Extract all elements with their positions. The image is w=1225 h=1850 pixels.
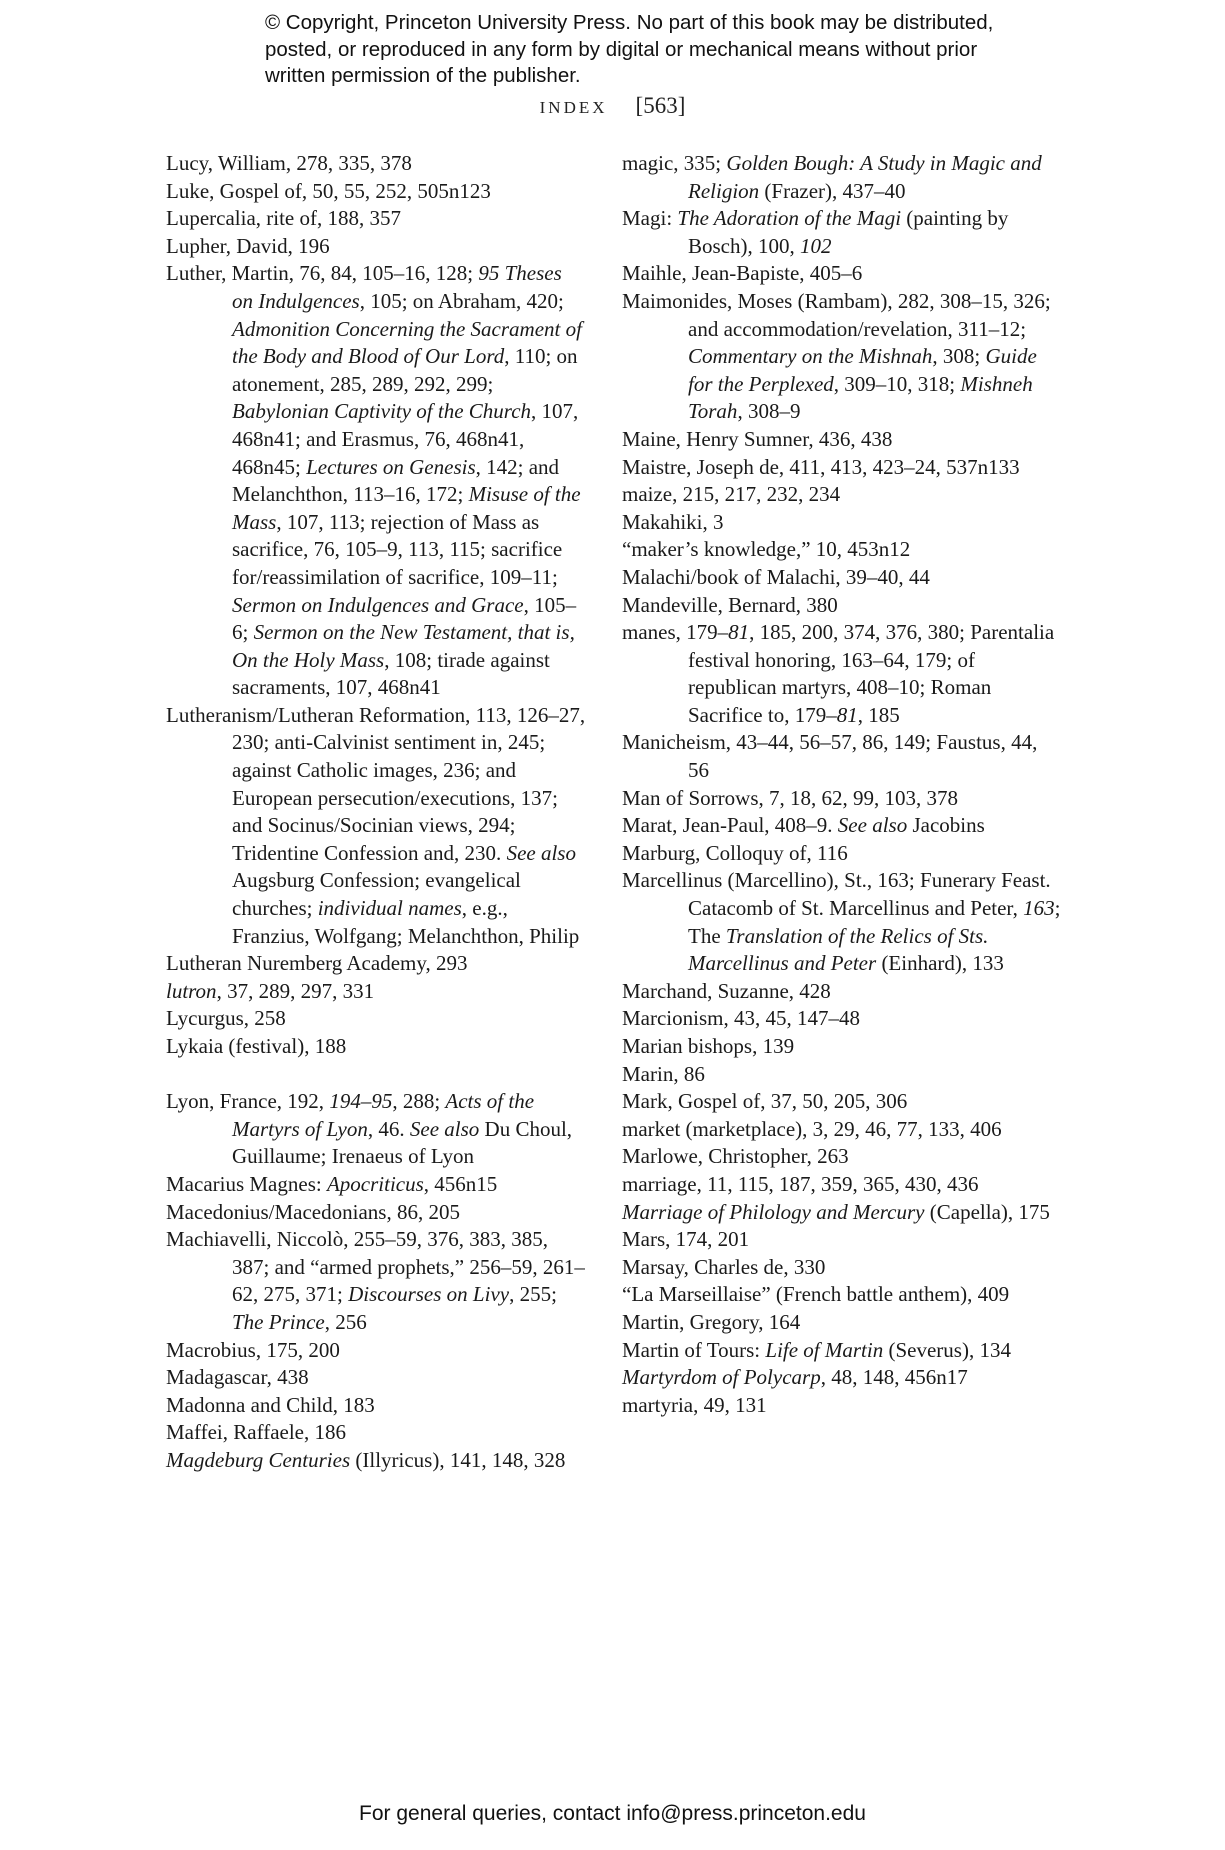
index-entry — [622, 840, 1062, 868]
index-entry — [622, 867, 1062, 977]
index-entry-text: , 185, 200, 374, 376, 380; Parentalia festival honoring, 163–64, 179; of republican martyrs, 408–10; Roman Sacrifice to, 179– — [688, 620, 1055, 727]
index-entry-italic: Golden Bough: A Study in Magic and Religion — [688, 151, 1042, 203]
index-entry-italic: Life of Martin — [765, 1337, 884, 1362]
index-entry-text: Marburg, Colloquy of, 116 — [622, 840, 848, 865]
index-entry — [166, 1033, 586, 1061]
index-entry-text: , 185 — [857, 702, 900, 727]
index-entry-italic: Marriage of Philology and Mercury — [622, 1199, 925, 1224]
index-entry-text: , 105–6; — [232, 592, 577, 645]
index-entry-text: Mars, 174, 201 — [622, 1227, 750, 1252]
index-entry — [622, 1116, 1062, 1144]
index-entry-text: “maker’s knowledge,” 10, 453n12 — [622, 537, 911, 562]
index-entry — [622, 1005, 1062, 1033]
index-entry-text: market (marketplace), 3, 29, 46, 77, 133, 406 — [622, 1116, 1002, 1141]
index-entry-text: Luke, Gospel of, 50, 55, 252, 505n123 — [166, 178, 491, 203]
index-entry-italic: Translation of the Relics of Sts. Marcellinus and Peter — [688, 923, 989, 976]
index-entry-text: , 105; on Abraham, 420; — [359, 288, 564, 313]
index-entry — [622, 150, 1062, 205]
index-entry-text: Lycurgus, 258 — [166, 1006, 286, 1031]
index-entry-italic: Lectures on Genesis — [306, 454, 476, 479]
index-entry-text: Marlowe, Christopher, 263 — [622, 1144, 849, 1169]
index-entry — [622, 592, 1062, 620]
index-entry — [622, 1143, 1062, 1171]
index-entry-text: , 255; — [509, 1282, 557, 1307]
index-entry-italic: Admonition Concerning the Sacrament of the Body and Blood of Our Lord — [232, 316, 582, 369]
index-entry — [622, 426, 1062, 454]
index-entry-text: Marsay, Charles de, 330 — [622, 1254, 826, 1279]
running-head-label: INDEX — [539, 98, 608, 117]
index-entry-italic: Discourses on Livy — [348, 1282, 510, 1307]
index-entry — [622, 619, 1062, 729]
index-entry — [166, 1088, 586, 1171]
index-entry — [622, 536, 1062, 564]
index-entry — [166, 978, 586, 1006]
index-entry-text: , 288; — [392, 1089, 446, 1114]
index-entry-text: Maimonides, Moses (Rambam), 282, 308–15, 326; and accommodation/revelation, 311–12; — [622, 288, 1051, 341]
index-entry-text: Martin of Tours: — [622, 1337, 766, 1362]
index-entry-text: martyria, 49, 131 — [622, 1392, 767, 1417]
index-entry-text: Man of Sorrows, 7, 18, 62, 99, 103, 378 — [622, 785, 958, 810]
index-entry-text: Macarius Magnes: — [166, 1171, 327, 1196]
index-entry-text: (Severus), 134 — [883, 1337, 1011, 1362]
index-entry-italic: Guide for the Perplexed — [688, 344, 1037, 396]
index-entry-italic: individual names — [317, 896, 462, 921]
index-entry-text: (Capella), 175 — [924, 1199, 1050, 1224]
index-entry-text: Maffei, Raffaele, 186 — [166, 1420, 346, 1445]
running-head — [0, 93, 1225, 119]
index-entry-text: manes, 179– — [622, 620, 729, 645]
index-entry-italic: Mishneh Torah — [688, 371, 1033, 424]
index-entry-text: , 308; — [932, 344, 986, 369]
index-entry — [622, 454, 1062, 482]
index-entry — [622, 1337, 1062, 1365]
index-entry — [166, 1171, 586, 1199]
index-entry-text: , e.g., Franzius, Wolfgang; Melanchthon, Philip — [232, 896, 580, 948]
index-entry-text: Lucy, William, 278, 335, 378 — [166, 151, 412, 175]
index-entry-italic: Apocriticus — [326, 1171, 424, 1196]
index-entry — [622, 1254, 1062, 1282]
index-entry — [622, 481, 1062, 509]
index-entry-text: Lupercalia, rite of, 188, 357 — [166, 206, 401, 231]
index-entry-italic: See also — [506, 840, 576, 865]
footer-contact: For general queries, contact info@press.princeton.edu — [359, 1802, 866, 1825]
index-entry-text: Macrobius, 175, 200 — [166, 1337, 340, 1362]
index-entry — [166, 205, 586, 233]
index-entry-text: Mandeville, Bernard, 380 — [622, 592, 838, 617]
index-entry-text: , 142; and Melanchthon, 113–16, 172; — [232, 454, 560, 507]
index-entry-italic: See also — [409, 1116, 480, 1141]
index-entry-text: maize, 215, 217, 232, 234 — [622, 482, 841, 507]
index-entry — [622, 729, 1062, 784]
index-entry-italic: 194–95 — [329, 1089, 393, 1114]
index-entry — [622, 1364, 1062, 1392]
index-entry — [622, 785, 1062, 813]
index-entry-text: Lutheranism/Lutheran Reformation, 113, 126–27, 230; anti-Calvinist sentiment in, 245; against Catholic images, 236; and European persecution/executions, 137; and Socinus/Socinian views, 294; Tridentine Confession and, 230. — [166, 702, 586, 865]
index-entry — [166, 178, 586, 206]
index-entry — [622, 1392, 1062, 1420]
index-entry-italic: 163 — [1023, 896, 1055, 921]
index-entry-text: Lyon, France, 192, — [166, 1089, 330, 1114]
index-entry — [166, 260, 586, 702]
index-entry-text: ; The — [688, 896, 1061, 948]
index-entry-text: Madonna and Child, 183 — [166, 1392, 375, 1417]
index-entry — [166, 1419, 586, 1447]
index-entry-text: , 108; tirade against sacraments, 107, 468n41 — [232, 647, 550, 700]
index-entry-italic: Sermon on the New Testament, that is, On the Holy Mass — [232, 620, 575, 672]
index-entry-italic: Acts of the Martyrs of Lyon — [232, 1089, 535, 1141]
index-entry-text: Augsburg Confession; evangelical churches; — [232, 868, 521, 921]
index-entry — [622, 564, 1062, 592]
index-entry — [166, 150, 586, 178]
index-entry-text: Marcionism, 43, 45, 147–48 — [622, 1006, 860, 1031]
index-entry-text: Makahiki, 3 — [622, 509, 724, 534]
index-entry — [622, 260, 1062, 288]
index-entry — [622, 978, 1062, 1006]
index-entry-text: Marat, Jean-Paul, 408–9. — [622, 813, 838, 838]
index-entry — [622, 1226, 1062, 1254]
index-entry-text: Marcellinus (Marcellino), St., 163; Funerary Feast. Catacomb of St. Marcellinus and Peter, — [622, 868, 1051, 921]
index-entry — [622, 1033, 1062, 1061]
index-entry-italic: Misuse of the Mass — [232, 482, 581, 534]
index-entry-italic: See also — [837, 813, 908, 838]
index-entry-text: (Einhard), 133 — [876, 951, 1004, 976]
index-entry-text: , 309–10, 318; — [833, 371, 961, 396]
index-entry-text: Du Choul, Guillaume; Irenaeus of Lyon — [232, 1116, 573, 1169]
index-entry — [622, 1309, 1062, 1337]
index-entry-text: Manicheism, 43–44, 56–57, 86, 149; Faustus, 44, 56 — [622, 730, 1038, 783]
index-entry — [622, 288, 1062, 426]
index-entry-text: Martin, Gregory, 164 — [622, 1309, 801, 1334]
page-number: [563] — [635, 93, 686, 118]
index-entry-text: , 456n15 — [423, 1171, 498, 1196]
index-entry-italic: Sermon on Indulgences and Grace — [232, 592, 524, 617]
index-entry-text: Madagascar, 438 — [166, 1365, 309, 1390]
index-entry — [622, 1061, 1062, 1089]
index-entry-text: , 308–9 — [737, 399, 801, 424]
index-entry-text: magic, 335; — [622, 151, 727, 175]
index-entry-text: Maihle, Jean-Bapiste, 405–6 — [622, 261, 863, 286]
index-entry — [622, 1088, 1062, 1116]
index-entry — [166, 702, 586, 950]
index-entry-text: (Frazer), 437–40 — [759, 178, 906, 203]
index-column-right — [622, 150, 1062, 1419]
index-entry-italic: The Prince — [232, 1309, 325, 1334]
index-entry — [166, 1392, 586, 1420]
index-entry-italic: lutron — [166, 978, 217, 1003]
index-entry — [622, 1199, 1062, 1227]
index-entry-text: (painting by Bosch), 100, — [688, 206, 1009, 258]
index-entry-text: Machiavelli, Niccolò, 255–59, 376, 383, 385, 387; and “armed prophets,” 256–59, 261–62, 275, 371; — [166, 1227, 585, 1307]
index-entry-text: Lykaia (festival), 188 — [166, 1034, 347, 1058]
index-entry-text: , 110; on atonement, 285, 289, 292, 299; — [232, 344, 578, 396]
index-entry-text: Macedonius/Macedonians, 86, 205 — [166, 1199, 460, 1224]
index-entry — [166, 1226, 586, 1336]
index-entry — [166, 950, 586, 978]
index-entry — [166, 1447, 586, 1475]
index-entry-text: , 107, 113; rejection of Mass as sacrifice, 76, 105–9, 113, 115; sacrifice for/reassimilation of sacrifice, 109–11; — [232, 509, 563, 589]
index-entry — [622, 812, 1062, 840]
index-entry — [166, 1337, 586, 1365]
index-entry-text: , 46. — [367, 1116, 410, 1141]
index-entry-text: , 256 — [324, 1309, 367, 1334]
index-column-left — [166, 150, 586, 1475]
index-entry-text: Marin, 86 — [622, 1061, 705, 1086]
index-entry-italic: The Adoration of the Magi — [677, 206, 902, 231]
index-entry-text: Maistre, Joseph de, 411, 413, 423–24, 537n133 — [622, 454, 1020, 479]
index-entry-text: Lutheran Nuremberg Academy, 293 — [166, 951, 468, 976]
index-entry — [622, 509, 1062, 537]
index-entry-italic: Martyrdom of Polycarp — [622, 1365, 821, 1390]
index-entry-text: Maine, Henry Sumner, 436, 438 — [622, 426, 893, 451]
index-entry-text: Marchand, Suzanne, 428 — [622, 978, 831, 1003]
index-entry — [166, 1199, 586, 1227]
index-entry — [166, 1364, 586, 1392]
index-entry — [166, 233, 586, 261]
index-entry — [622, 205, 1062, 260]
index-entry-text: Lupher, David, 196 — [166, 233, 330, 258]
index-entry-text: Malachi/book of Malachi, 39–40, 44 — [622, 564, 930, 589]
index-entry — [166, 1005, 586, 1033]
index-entry-text: Mark, Gospel of, 37, 50, 205, 306 — [622, 1089, 908, 1114]
index-entry-text: Jacobins — [907, 813, 985, 838]
index-entry-italic: Magdeburg Centuries — [166, 1447, 351, 1472]
index-entry-text: , 37, 289, 297, 331 — [216, 978, 375, 1003]
index-entry — [622, 1281, 1062, 1309]
index-entry — [622, 1171, 1062, 1199]
index-entry-italic: Babylonian Captivity of the Church — [232, 399, 532, 424]
index-entry-italic: Commentary on the Mishnah — [688, 344, 933, 369]
index-entry-italic: 102 — [800, 233, 832, 258]
copyright-notice: © Copyright, Princeton University Press. No part of this book may be distributed, posted, or reproduced in any form by digital or mechanical means without prior written permission of the publisher. — [265, 11, 994, 87]
index-entry-italic: 95 Theses on Indulgences — [232, 261, 562, 313]
index-entry-text: Magi: — [622, 206, 678, 231]
index-entry-text: (Illyricus), 141, 148, 328 — [350, 1447, 566, 1472]
index-entry-italic: 81 — [836, 702, 858, 727]
index-entry-text: , 107, 468n41; and Erasmus, 76, 468n41, 468n45; — [232, 399, 579, 479]
index-entry-italic: 81 — [728, 620, 750, 645]
index-entry-text: Marian bishops, 139 — [622, 1034, 795, 1058]
index-entry-text: , 48, 148, 456n17 — [820, 1365, 968, 1390]
index-entry-text: “La Marseillaise” (French battle anthem), 409 — [622, 1282, 1010, 1307]
index-entry-text: marriage, 11, 115, 187, 359, 365, 430, 436 — [622, 1171, 979, 1196]
index-entry-text: Luther, Martin, 76, 84, 105–16, 128; — [166, 261, 479, 286]
